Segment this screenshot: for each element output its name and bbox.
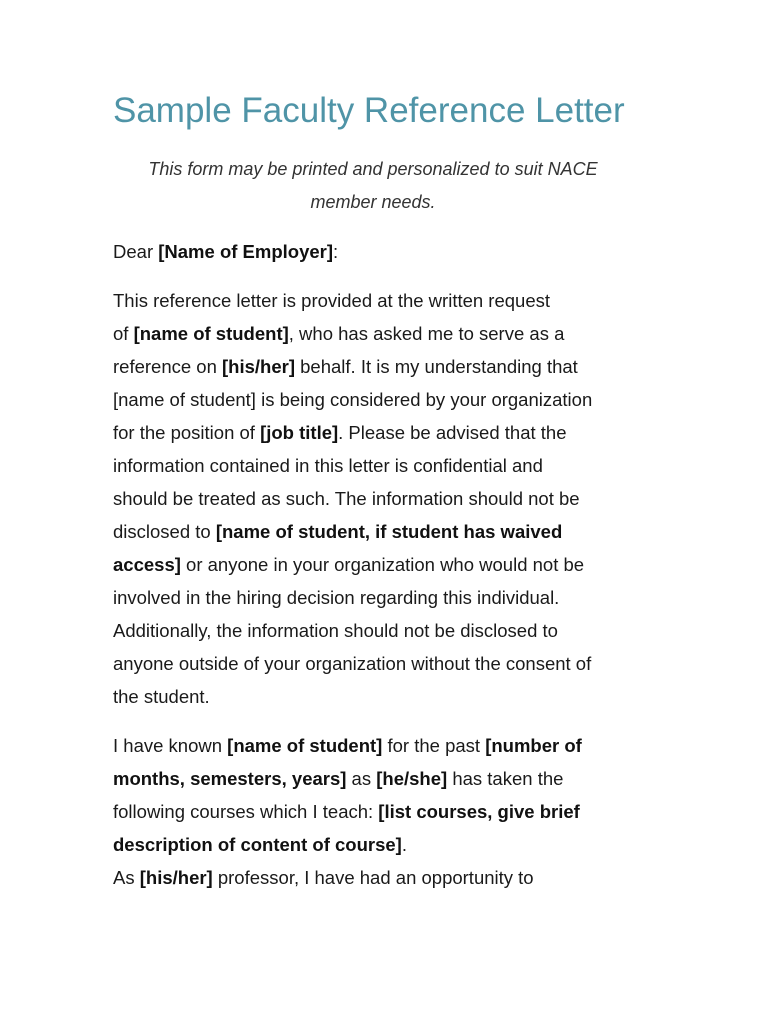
body-text: for the past (382, 735, 486, 756)
text-line (113, 482, 673, 515)
text-line (113, 795, 673, 828)
body-text: This reference letter is provided at the written request (113, 290, 551, 311)
body-text: I have known (113, 735, 228, 756)
body-text: Additionally, the information should not be disclosed to (113, 620, 558, 641)
salutation (113, 235, 338, 268)
body-text: . Please be advised that the (338, 422, 567, 443)
text-line (113, 861, 673, 894)
salutation-placeholder: [Name of Employer] (158, 241, 334, 262)
subtitle-note (113, 153, 633, 219)
salutation-suffix: : (333, 241, 339, 262)
text-line (113, 647, 673, 680)
text-line (113, 828, 673, 861)
text-line (113, 383, 673, 416)
body-text: , who has asked me to serve as a (288, 323, 565, 344)
text-line (113, 614, 673, 647)
body-text: As (113, 867, 140, 888)
placeholder-text: [number of (485, 735, 582, 756)
body-text: should be treated as such. The information should not be (113, 488, 580, 509)
body-text: following courses which I teach: (113, 801, 379, 822)
placeholder-text: [name of student, if student has waived (215, 521, 563, 542)
text-line (113, 581, 673, 614)
body-text: as (346, 768, 377, 789)
text-line (113, 449, 673, 482)
body-text: reference on (113, 356, 223, 377)
subtitle-line: This form may be printed and personalized to suit NACE (148, 159, 598, 179)
placeholder-text: [job title] (260, 422, 339, 443)
placeholder-text: access] (113, 554, 181, 575)
body-text: or anyone in your organization who would not be (180, 554, 585, 575)
placeholder-text: description of content of course] (113, 834, 402, 855)
placeholder-text: [name of student] (133, 323, 289, 344)
text-line (113, 729, 673, 762)
placeholder-text: [name of student] (227, 735, 383, 756)
text-line (113, 548, 673, 581)
text-line (113, 680, 673, 713)
body-paragraph-2 (113, 729, 673, 894)
body-text: . (401, 834, 407, 855)
body-text: has taken the (447, 768, 564, 789)
subtitle-line: member needs. (310, 192, 436, 212)
body-text: anyone outside of your organization without the consent of (113, 653, 592, 674)
placeholder-text: months, semesters, years] (113, 768, 347, 789)
body-text: disclosed to (113, 521, 216, 542)
page-title: Sample Faculty Reference Letter (113, 91, 625, 130)
text-line (113, 350, 673, 383)
body-text: of (113, 323, 134, 344)
text-line (113, 284, 673, 317)
salutation-prefix: Dear (113, 241, 159, 262)
placeholder-text: [list courses, give brief (378, 801, 580, 822)
text-line (113, 416, 673, 449)
text-line (113, 317, 673, 350)
body-text: professor, I have had an opportunity to (212, 867, 534, 888)
text-line (113, 762, 673, 795)
body-text: involved in the hiring decision regarding this individual. (113, 587, 560, 608)
body-text: [name of student] is being considered by your organization (113, 389, 593, 410)
body-text: for the position of (113, 422, 261, 443)
body-text: behalf. It is my understanding that (295, 356, 578, 377)
body-text: the student. (113, 686, 210, 707)
placeholder-text: [his/her] (139, 867, 213, 888)
text-line (113, 515, 673, 548)
body-text: information contained in this letter is confidential and (113, 455, 543, 476)
placeholder-text: [he/she] (376, 768, 448, 789)
placeholder-text: [his/her] (222, 356, 295, 377)
body-paragraph-1 (113, 284, 673, 713)
